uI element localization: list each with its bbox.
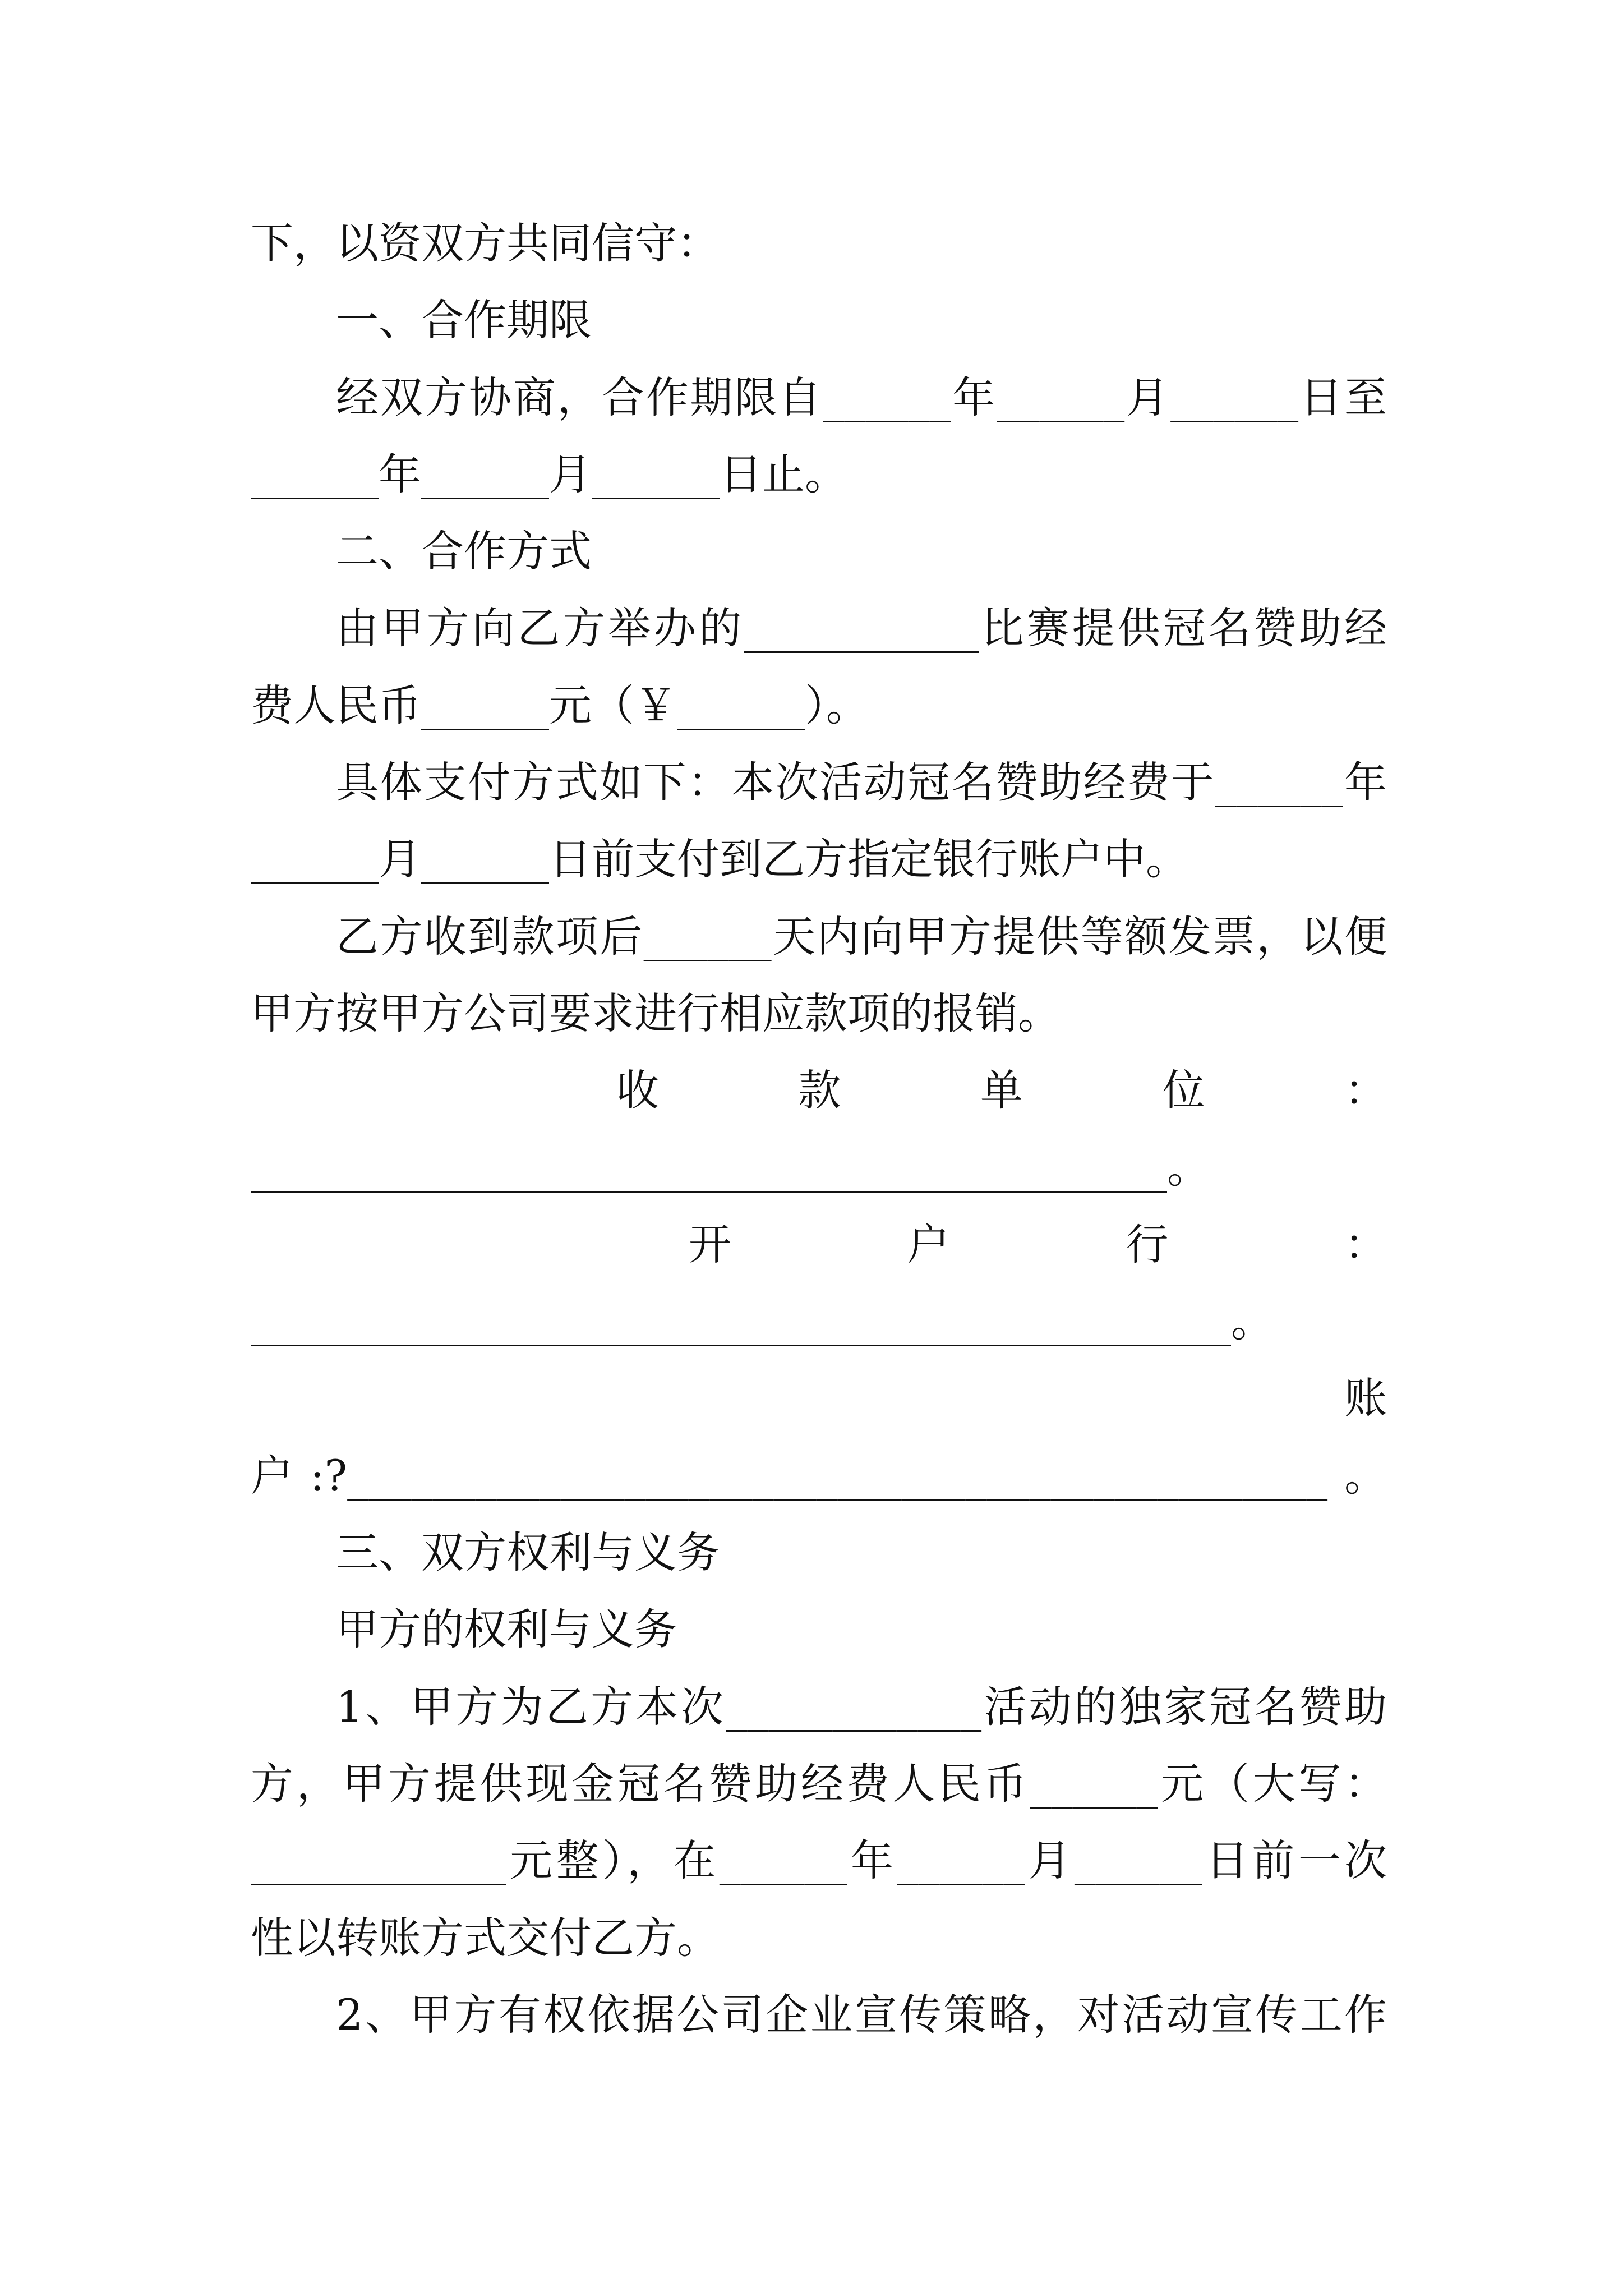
paragraph-line: 性以转账方式交付乙方。 (251, 1912, 720, 1963)
paragraph-line: 费人民币______元（￥______）。 (251, 680, 869, 730)
document-body (251, 205, 1387, 2053)
paragraph-line: 经双方协商，合作期限自______年______月______日至 (336, 372, 1387, 422)
bank-blank: ______________________________________________。 (251, 1296, 1274, 1347)
account-blank: 户:?______________________________________________。 (251, 1450, 1387, 1501)
paragraph-line: ____________元整），在______年______月______日前一次 (251, 1835, 1387, 1886)
payee-label: 收款单位： (616, 1065, 1387, 1116)
paragraph-line: 甲方按甲方公司要求进行相应款项的报销。 (251, 988, 1061, 1038)
paragraph-line: 乙方收到款项后______天内向甲方提供等额发票，以便 (336, 911, 1387, 961)
paragraph-line: ______年______月______日止。 (251, 449, 847, 499)
paragraph-line: 方，甲方提供现金冠名赞助经费人民币______元（大写： (251, 1758, 1387, 1809)
paragraph-line: ______月______日前支付到乙方指定银行账户中。 (251, 834, 1188, 885)
paragraph-line: 由甲方向乙方举办的___________比赛提供冠名赞助经 (336, 603, 1387, 654)
payee-blank: ___________________________________________。 (251, 1142, 1210, 1193)
paragraph-line: 下，以资双方共同信守： (251, 218, 720, 268)
section-heading-rights: 三、双方权利与义务 (336, 1527, 720, 1578)
paragraph-line: 具体支付方式如下：本次活动冠名赞助经费于______年 (336, 757, 1387, 808)
section-heading-cooperation: 二、合作方式 (336, 526, 592, 577)
subsection-heading-party-a: 甲方的权利与义务 (336, 1604, 677, 1655)
paragraph-line: 1、甲方为乙方本次____________活动的独家冠名赞助 (336, 1681, 1387, 1732)
paragraph-line: 2、甲方有权依据公司企业宣传策略，对活动宣传工作 (336, 1989, 1387, 2040)
account-label: 账 (1344, 1373, 1387, 1424)
bank-label: 开户行： (689, 1219, 1387, 1269)
section-heading-term: 一、合作期限 (336, 295, 592, 346)
